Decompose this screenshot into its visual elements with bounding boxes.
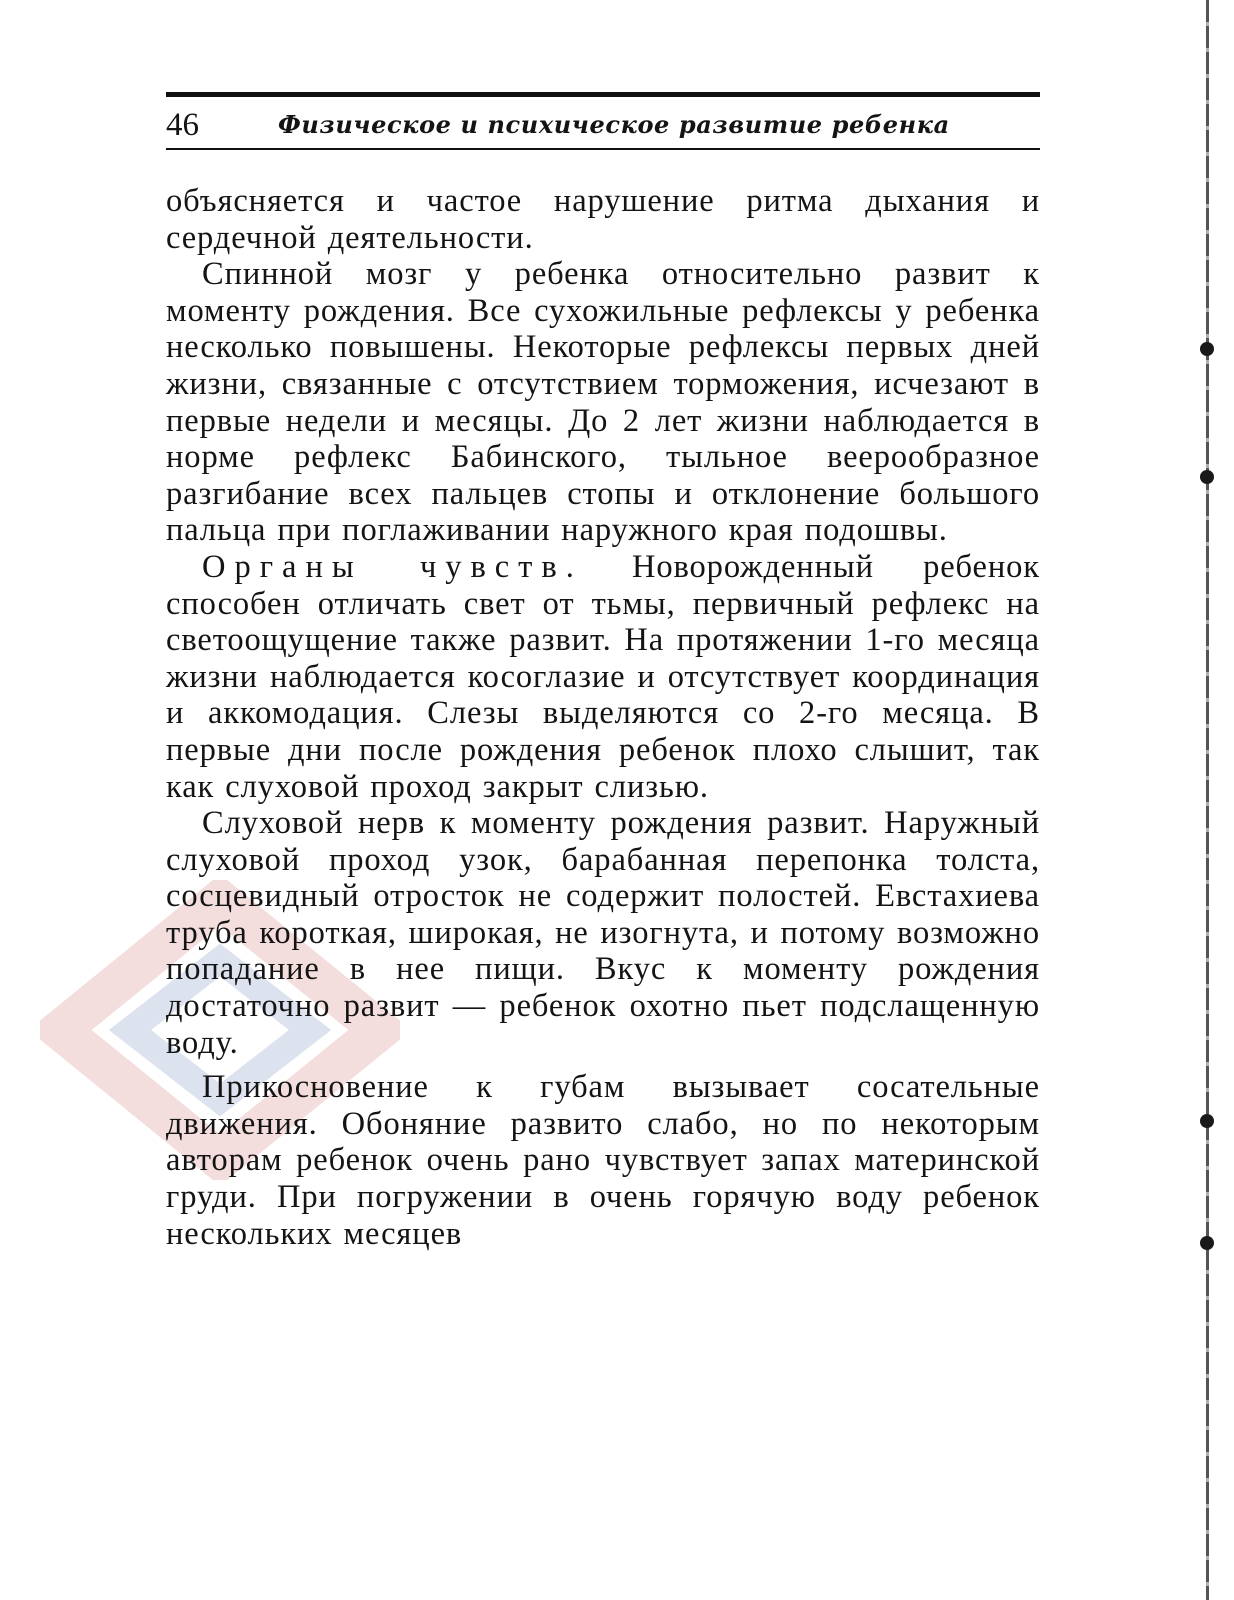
paragraph: Спинной мозг у ребенка относительно развит к моменту рождения. Все сухожильные рефлексы у ребенка несколько повышены. Некоторые рефлексы первых дней жизни, связанные с отсутствием торможения, исчезают в первые недели и месяцы. До 2 лет жизни наблюдается в норме рефлекс Бабинского, тыльное веерообразное разгибание всех пальцев стопы и отклонение большого пальца при поглаживании наружного края подошвы.: [166, 256, 1040, 549]
edge-mark: [1200, 1236, 1214, 1250]
paragraph: Прикосновение к губам вызывает сосательные движения. Обоняние развито слабо, но по некоторым авторам ребенок очень рано чувствует запах материнской груди. При погружении в очень горячую воду ребенок нескольких месяцев: [166, 1069, 1040, 1252]
paragraph: объясняется и частое нарушение ритма дыхания и сердечной деятельности.: [166, 183, 1040, 256]
section-lead: Органы чувств.: [202, 548, 583, 585]
edge-mark: [1200, 470, 1214, 484]
edge-mark: [1200, 1114, 1214, 1128]
paragraph: [166, 549, 1040, 805]
edge-mark: [1200, 342, 1214, 356]
body-text: [166, 183, 1040, 1252]
page-number: 46: [166, 107, 199, 143]
running-title: Физическое и психическое развитие ребенка: [278, 110, 950, 139]
paragraph-text: Новорожденный ребенок способен отличать свет от тьмы, первичный рефлекс на светоощущение также развит. На протяжении 1-го месяца жизни наблюдается косоглазие и отсутствует координация и аккомодация. Слезы выделяются со 2-го месяца. В первые дни после рождения ребенок плохо слышит, так как слуховой проход закрыт слизью.: [166, 548, 1041, 805]
book-edge: [1206, 0, 1209, 1600]
paragraph: Слуховой нерв к моменту рождения развит. Наружный слуховой проход узок, барабанная перепонка толста, сосцевидный отросток не содержит полостей. Евстахиева труба короткая, широкая, не изогнута, и потому возможно попадание в нее пищи. Вкус к моменту рождения достаточно развит — ребенок охотно пьет подслащенную воду.: [166, 805, 1040, 1061]
running-header: [166, 92, 1040, 150]
